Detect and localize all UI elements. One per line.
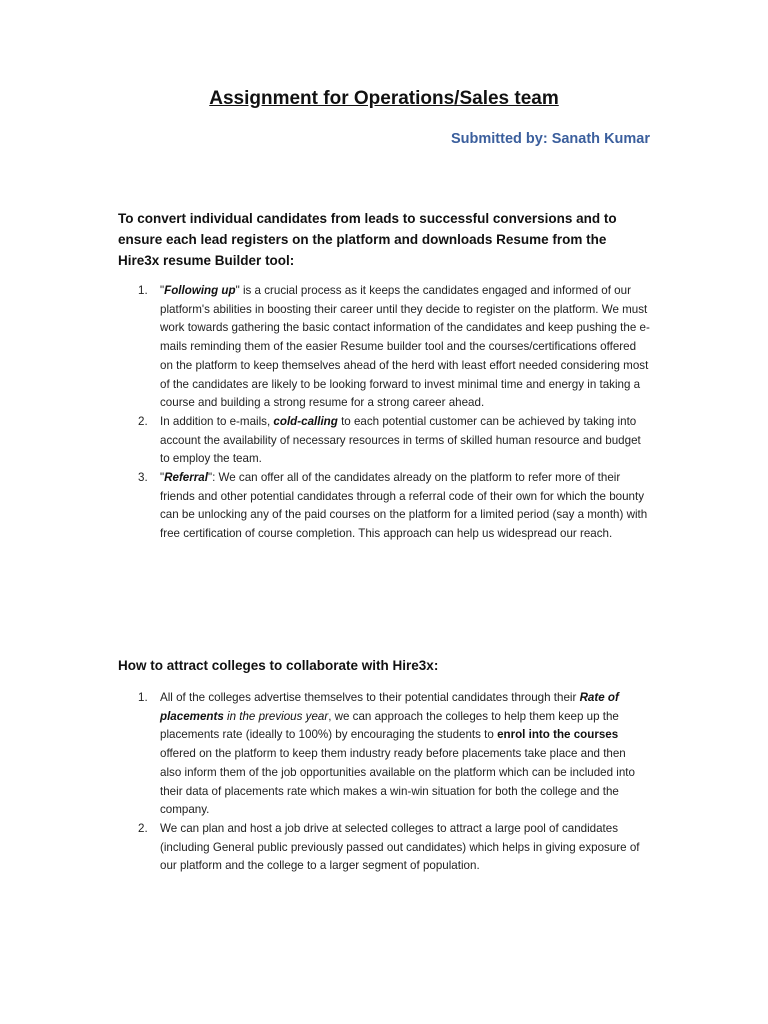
section-heading-conversions: To convert individual candidates from leads to successful conversions and to ensure each lead registers on the platform and downloads Resume from the Hire3x resume Builder tool: bbox=[118, 211, 617, 268]
emphasis-rate-of-placements: Rate of placements bbox=[160, 691, 619, 723]
emphasis-referral: Referral bbox=[164, 471, 208, 485]
list-item: 1. "Following up" is a crucial process as it keeps the candidates engaged and informed of our platform's abilities in boosting their career until they decide to register on the platform. We must work towards gathering the basic contact information of the candidates and keep pushing the e-mails reminding them of the easier Resume builder tool and the courses/certifications offered on the platform to keep themselves ahead of the herd with least effort needed considering most of the candidates are likely to be looking forward to invest minimal time and energy in taking a course and building a strong resume for a strong career ahead. bbox=[138, 284, 650, 410]
list-item: 3. "Referral": We can offer all of the candidates already on the platform to refer more of their friends and other potential candidates through a referral code of their own for which the bounty can be unlocking any of the paid courses on the platform for a limited period (say a month) with free certification of course completion. This approach can help us widespread our reach. bbox=[138, 471, 648, 541]
section-heading-colleges: How to attract colleges to collaborate with Hire3x: bbox=[118, 658, 439, 673]
emphasis-cold-calling: cold-calling bbox=[273, 414, 338, 428]
list-item: 2. In addition to e-mails, cold-calling to each potential customer can be achieved by taking into account the availability of necessary resources in terms of skilled human resource and budget to employ the team. bbox=[138, 414, 641, 466]
list-number: 3. bbox=[138, 471, 148, 485]
list-number: 1. bbox=[138, 284, 148, 297]
emphasis-enrol-courses: enrol into the courses bbox=[497, 728, 619, 742]
list-number: 2. bbox=[138, 414, 148, 428]
submitted-by: Submitted by: Sanath Kumar bbox=[451, 131, 650, 147]
emphasis-previous-year: in the previous year bbox=[223, 709, 329, 723]
list-number: 1. bbox=[138, 691, 148, 704]
list-item: 2. We can plan and host a job drive at selected colleges to attract a large pool of candidates (including General public previously passed out candidates) which helps in giving exposure of our platform and the college to a larger segment of population. bbox=[138, 821, 640, 873]
page-title: Assignment for Operations/Sales team bbox=[209, 88, 559, 109]
list-item: 1. All of the colleges advertise themselves to their potential candidates through their Rate of placements in the previous year, we can approach the colleges to help them keep up the placements rate (ideally to 100%) by encouraging the students to enrol into the courses offered on the platform to keep them industry ready before placements take place and then also inform them of the job opportunities available on the platform which can be included into their data of placements rate which makes a win-win situation for both the college and the company. bbox=[138, 691, 635, 817]
conversion-strategies-list bbox=[118, 282, 650, 544]
college-strategies-list bbox=[118, 689, 650, 876]
list-number: 2. bbox=[138, 821, 148, 835]
emphasis-following-up: Following up bbox=[164, 284, 236, 297]
